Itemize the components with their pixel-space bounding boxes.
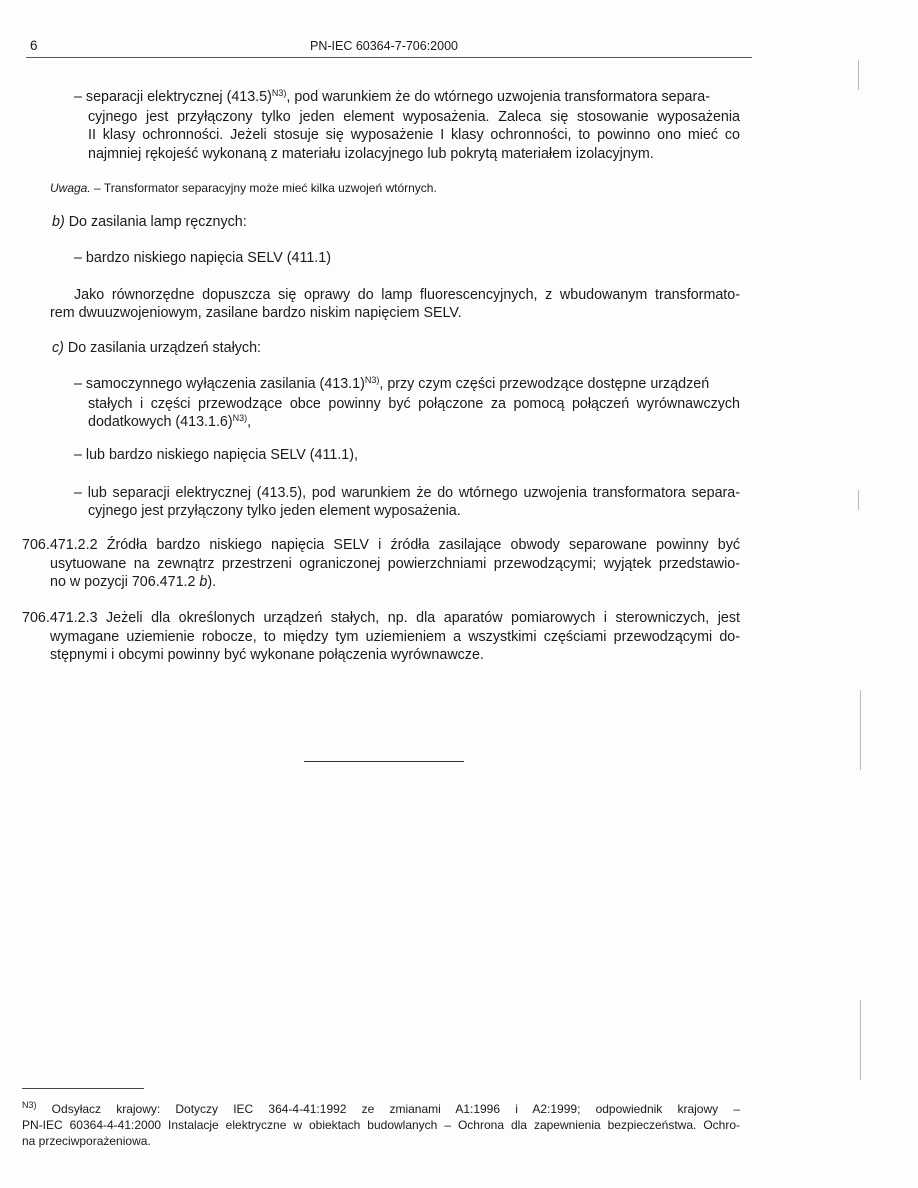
p1-line-1 [74,88,710,106]
footnote-rule [22,1088,144,1089]
section-c-item1-line-1 [74,375,709,393]
section-b-para-line-1: Jako równorzędne dopuszcza się oprawy do lamp fluorescencyjnych, z wbudowanym transformato- [74,287,740,303]
p1-line-4: najmniej rękojeść wykonaną z materiału izolacyjnego lub pokrytą materiałem izolacyjnym. [88,146,654,162]
clause-706-471-2-3-line-3: stępnymi i obcymi powinny być wykonane połączenia wyrównawcze. [50,647,484,663]
section-c-item1-line-2: stałych i części przewodzące obce powinny być połączone za pomocą połączeń wyrównawczych [88,396,740,412]
footnote-ref: N3) [271,88,287,98]
note-label: Uwaga. [50,181,91,195]
text: Do zasilania urządzeń stałych: [63,340,261,356]
section-b-item: – bardzo niskiego napięcia SELV (411.1) [74,250,331,266]
text: dodatkowych (413.1.6) [88,414,233,430]
text: – samoczynnego wyłączenia zasilania (413.1) [74,376,365,392]
p1-line-2: cyjnego jest przyłączony tylko jeden element wyposażenia. Zaleca się stosowanie wyposażenia [88,109,740,125]
header-rule [26,57,752,58]
section-c-heading [52,339,261,357]
footnote-ref: N3) [232,413,248,423]
end-of-text-rule [304,761,464,762]
text: , pod warunkiem że do wtórnego uzwojenia transformatora separa- [286,89,710,105]
section-c-item2: – lub bardzo niskiego napięcia SELV (411.1), [74,447,358,463]
clause-706-471-2-2-line-2: usytuowane na zewnątrz przestrzeni ograniczonej powierzchniami przewodzącymi; wyjątek przedstawio- [50,556,740,572]
section-c-item3-line-2: cyjnego jest przyłączony tylko jeden element wyposażenia. [88,503,461,519]
page-number: 6 [30,38,38,53]
list-marker: c) [52,340,64,356]
clause-706-471-2-3-line-1: 706.471.2.3 Jeżeli dla określonych urządzeń stałych, np. dla aparatów pomiarowych i sterowniczych, jest [22,610,740,626]
text: b [199,574,208,590]
section-c-item1-line-3 [88,413,251,431]
clause-706-471-2-2-line-1: 706.471.2.2 Źródła bardzo niskiego napięcia SELV i źródła zasilające obwody separowane powinny być [22,537,740,553]
text: , [247,414,252,430]
scan-margin-mark [860,690,861,770]
text: no w pozycji 706.471.2 [50,574,200,590]
footnote [22,1101,740,1149]
document-id: PN-IEC 60364-7-706:2000 [309,39,458,53]
text: Do zasilania lamp ręcznych: [64,214,247,230]
section-c-item3-line-1: – lub separacji elektrycznej (413.5), pod warunkiem że do wtórnego uzwojenia transformatora separa- [74,485,740,501]
note-uwaga [50,181,437,195]
scan-margin-mark [858,60,859,90]
footnote-ref: N3) [364,375,380,385]
list-marker: b) [52,214,65,230]
text: – separacji elektrycznej (413.5) [74,89,272,105]
footnote-line-2: PN-IEC 60364-4-41:2000 Instalacje elektryczne w obiektach budowlanych – Ochrona dla zapewnienia bezpieczeństwa. Ochro- [22,1118,740,1132]
section-b-heading [52,213,247,231]
clause-706-471-2-2-line-3 [50,573,216,591]
scan-margin-mark [860,1000,861,1080]
text: , przy czym części przewodzące dostępne urządzeń [379,376,710,392]
text: Odsyłacz krajowy: Dotyczy IEC 364-4-41:1992 ze zmianami A1:1996 i A2:1999; odpowiednik krajowy – [36,1102,740,1116]
p1-line-3: II klasy ochronności. Jeżeli stosuje się wyposażenie I klasy ochronności, to powinno ono mieć co [88,127,740,143]
note-text: – Transformator separacyjny może mieć kilka uzwojeń wtórnych. [90,181,437,195]
footnote-marker: N3) [22,1100,37,1110]
clause-706-471-2-3-line-2: wymagane uziemienie robocze, to między tym uziemieniem a wszystkimi częściami przewodzącymi do- [50,629,740,645]
section-b-para-line-2: rem dwuuzwojeniowym, zasilane bardzo niskim napięciem SELV. [50,305,462,321]
footnote-line-1 [22,1101,740,1117]
footnote-line-3: na przeciwporażeniowa. [22,1134,151,1148]
scan-margin-mark [858,490,859,510]
text: ). [207,574,217,590]
